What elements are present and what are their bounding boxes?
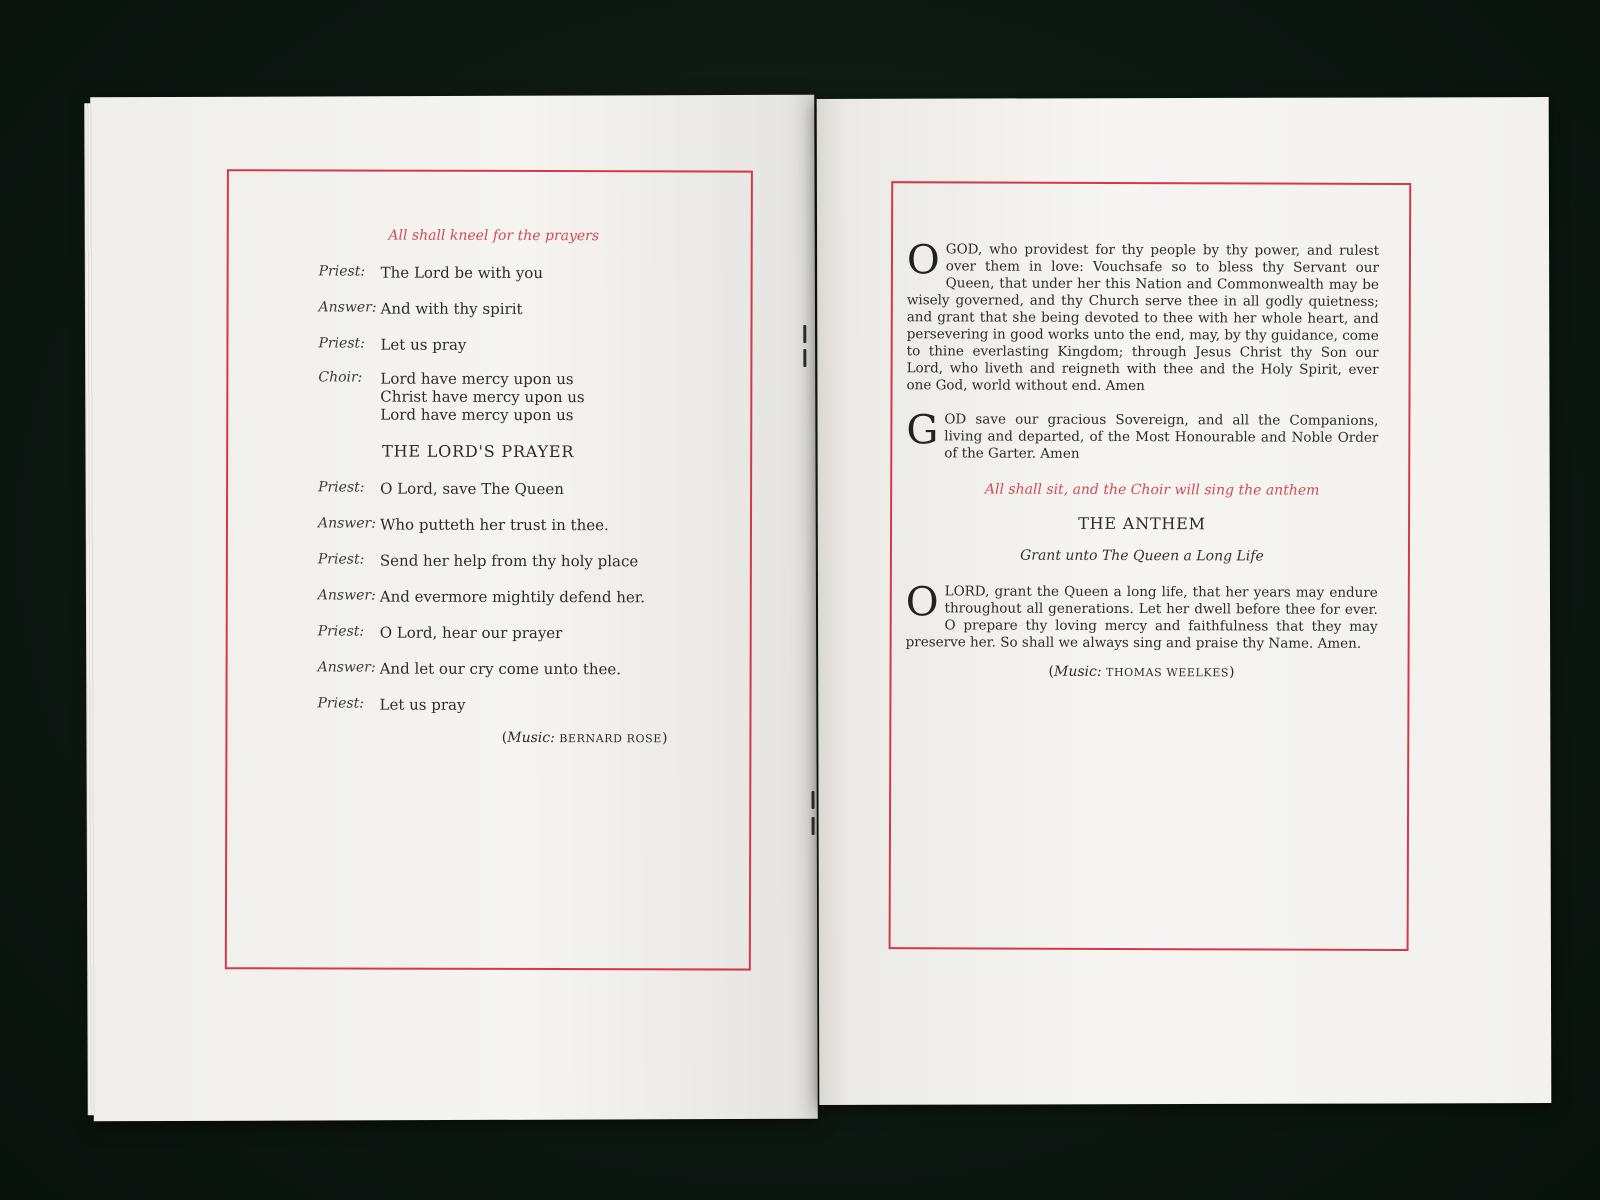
response-text: And let our cry come unto thee. — [379, 659, 622, 679]
versicle-text: Lord have mercy upon us Christ have mercy upon us Lord have mercy upon us — [380, 369, 585, 425]
response-role: Priest: — [317, 551, 365, 568]
music-credit: (Music: BERNARD ROSE) — [501, 729, 668, 747]
versicle-text: Let us pray — [380, 335, 467, 354]
staple — [803, 325, 806, 343]
prayer-text: GOD, who providest for thy people by thy power, and rulest over them in love: Vouchsafe so to bless thy Servant our Queen, that under her this Nation and Commonwealth may be wisely governed, and thy Church serve thee in all godly quietness; and grant that she being devoted to thee with her whole heart, and persevering in good works unto the end, may, by thy guidance, come to thine everlasting Kingdom; through Jesus Christ thy Son our Lord, who liveth and reigneth with thee and the Holy Spirit, ever one God, world without end. Amen — [906, 241, 1380, 395]
response-text: Who putteth her trust in thee. — [379, 515, 609, 535]
composer-name: THOMAS WEELKES — [1105, 665, 1230, 680]
right-page — [817, 97, 1552, 1105]
versicle-role: Answer: — [318, 299, 377, 316]
response-text: And evermore mightily defend her. — [379, 587, 646, 607]
left-page-border — [225, 169, 753, 970]
response-role: Priest: — [317, 695, 364, 712]
prayer-for-queen — [906, 237, 1380, 396]
response-role: Answer: — [317, 587, 376, 604]
response-text: Send her help from thy holy place — [379, 551, 639, 571]
response-role: Priest: — [318, 479, 365, 496]
kneel-instruction: All shall kneel for the prayers — [388, 227, 600, 245]
versicle-row — [318, 335, 718, 354]
versicle-text: The Lord be with you — [380, 263, 544, 283]
response-row — [318, 515, 718, 534]
drop-cap: O — [905, 579, 939, 626]
music-label: Music: — [507, 729, 555, 747]
response-row — [318, 479, 718, 498]
versicle-role: Choir: — [318, 369, 363, 386]
drop-cap: O — [906, 237, 940, 284]
response-row — [318, 587, 718, 606]
response-role: Answer: — [317, 515, 377, 532]
response-text: Let us pray — [379, 695, 466, 714]
anthem-text: LORD, grant the Queen a long life, that her years may endure throughout all generations. Let her dwell before thee for ever. O prepare thy loving mercy and faithfulness that they may preserve her. So shall we always sing and praise thy Name. Amen. — [905, 583, 1378, 652]
staple — [803, 349, 806, 367]
response-row — [317, 695, 717, 714]
response-text: O Lord, save The Queen — [380, 479, 564, 499]
music-label: Music: — [1053, 663, 1102, 680]
composer-name: BERNARD ROSE — [559, 732, 662, 746]
staple — [812, 817, 815, 835]
versicle-role: Priest: — [318, 263, 366, 280]
versicle-row — [318, 369, 718, 424]
versicle-row — [319, 299, 719, 318]
anthem-heading: THE ANTHEM — [1078, 513, 1206, 534]
drop-cap: G — [906, 407, 939, 454]
staple — [811, 791, 814, 809]
prayer-text: OD save our gracious Sovereign, and all the Companions, living and departed, of the Most Honourable and Noble Order of the Garter. Amen — [944, 411, 1379, 462]
versicle-role: Priest: — [318, 335, 365, 352]
left-page — [90, 95, 818, 1122]
right-page-border — [889, 181, 1412, 951]
lords-prayer-heading: THE LORD'S PRAYER — [382, 441, 575, 462]
anthem-text-block — [905, 579, 1378, 653]
response-role: Priest: — [317, 623, 365, 640]
anthem-subtitle: Grant unto The Queen a Long Life — [1020, 547, 1264, 565]
response-row — [318, 623, 718, 642]
prayer-for-garter — [906, 407, 1379, 464]
response-row — [318, 659, 718, 678]
response-row — [318, 551, 718, 570]
versicle-row — [319, 263, 719, 282]
response-text: O Lord, hear our prayer — [379, 623, 563, 643]
music-credit: (Music: THOMAS WEELKES) — [1048, 663, 1235, 681]
versicle-text: And with thy spirit — [380, 299, 523, 318]
sit-instruction: All shall sit, and the Choir will sing the anthem — [984, 481, 1320, 499]
response-role: Answer: — [317, 659, 376, 676]
